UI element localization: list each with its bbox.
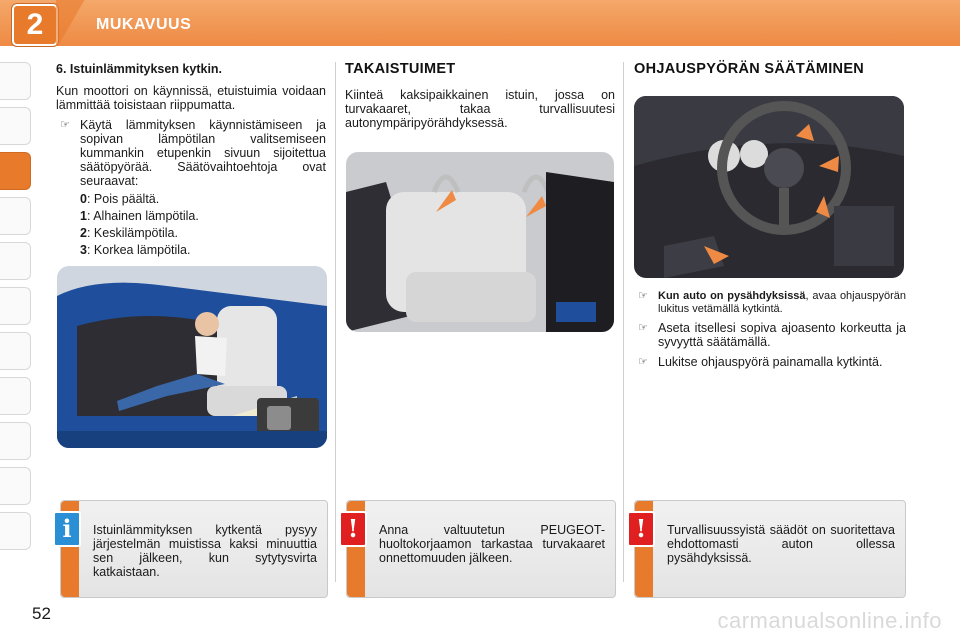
pointing-hand-icon: ☞ bbox=[60, 118, 70, 131]
side-tab[interactable] bbox=[0, 242, 31, 280]
instruction-bullet bbox=[634, 355, 906, 369]
side-tab[interactable] bbox=[0, 377, 31, 415]
seat-heating-illustration bbox=[57, 266, 327, 448]
heat-level-item: 2: Keskilämpötila. bbox=[80, 226, 178, 240]
heat-level-item: 3: Korkea lämpötila. bbox=[80, 243, 191, 257]
instruction-bullet bbox=[56, 118, 326, 188]
chapter-title: MUKAVUUS bbox=[96, 16, 192, 33]
heat-level-item: 0: Pois päältä. bbox=[80, 192, 160, 206]
section-heading: TAKAISTUIMET bbox=[345, 61, 456, 77]
intro-text: Kun moottori on käynnissä, etuistuimia voidaan lämmittää toisistaan riippumatta. bbox=[56, 84, 326, 112]
instruction-bullet bbox=[634, 290, 906, 315]
info-note bbox=[60, 500, 328, 598]
section-heading: 6. Istuinlämmityksen kytkin. bbox=[56, 62, 223, 76]
section-text: Kiinteä kaksipaikkainen istuin, jossa on turvakaaret, takaa turvallisuutesi autonympäripyörähdyksessä. bbox=[345, 88, 615, 130]
warning-note bbox=[634, 500, 906, 598]
page-number: 52 bbox=[32, 604, 51, 623]
bullet-emphasis: Kun auto on pysähdyksissä bbox=[658, 290, 806, 302]
left-column bbox=[56, 62, 326, 260]
side-tab[interactable] bbox=[0, 197, 31, 235]
bullet-text: Käytä lämmityksen käynnistämiseen ja sopivan lämpötilan valitsemiseen kummankin etupenkin sivuun sijoitettua säätöpyörää. Säätövaihtoehtoja ovat seuraavat: bbox=[80, 118, 326, 188]
column-divider bbox=[623, 62, 624, 582]
instruction-bullet bbox=[634, 321, 906, 349]
side-tab-active[interactable] bbox=[0, 152, 31, 190]
steering-instructions bbox=[634, 290, 906, 373]
pointing-hand-icon: ☞ bbox=[638, 355, 648, 368]
rear-seats-illustration bbox=[346, 152, 614, 332]
header-decoration bbox=[56, 0, 86, 46]
side-tab[interactable] bbox=[0, 107, 31, 145]
side-tab[interactable] bbox=[0, 287, 31, 325]
side-tab[interactable] bbox=[0, 422, 31, 460]
chapter-side-tabs bbox=[0, 62, 32, 557]
bullet-text: Lukitse ohjauspyörä painamalla kytkintä. bbox=[658, 355, 883, 369]
side-tab[interactable] bbox=[0, 467, 31, 505]
bullet-text: , avaa ohjauspyörän lukitus vetämällä kytkintä. bbox=[658, 290, 906, 315]
chapter-number-badge: 2 bbox=[12, 4, 58, 46]
info-icon: i bbox=[53, 511, 81, 547]
right-column bbox=[634, 62, 906, 76]
heat-level-list bbox=[56, 192, 326, 257]
side-tab[interactable] bbox=[0, 62, 31, 100]
watermark: carmanualsonline.info bbox=[717, 608, 942, 633]
heat-level-item: 1: Alhainen lämpötila. bbox=[80, 209, 199, 223]
warning-note-text: Turvallisuussyistä säädöt on suoritettava ehdottomasti auton ollessa pysähdyksissä. bbox=[667, 523, 895, 565]
pointing-hand-icon: ☞ bbox=[638, 321, 648, 334]
middle-column bbox=[345, 62, 615, 136]
chapter-header bbox=[0, 0, 960, 46]
warning-note bbox=[346, 500, 616, 598]
side-tab[interactable] bbox=[0, 332, 31, 370]
steering-wheel-illustration bbox=[634, 96, 904, 278]
pointing-hand-icon: ☞ bbox=[638, 289, 648, 302]
warning-icon: ! bbox=[627, 511, 655, 547]
info-note-text: Istuinlämmityksen kytkentä pysyy järjestelmän muistissa kaksi minuuttia sen jälkeen, kun sytytysvirta katkaistaan. bbox=[93, 523, 317, 579]
warning-note-text: Anna valtuutetun PEUGEOT-huoltokorjaamon tarkastaa turvakaaret onnettomuuden jälkeen. bbox=[379, 523, 605, 565]
side-tab[interactable] bbox=[0, 512, 31, 550]
bullet-text: Aseta itsellesi sopiva ajoasento korkeutta ja syvyyttä säätämällä. bbox=[658, 321, 906, 349]
section-heading: OHJAUSPYÖRÄN SÄÄTÄMINEN bbox=[634, 61, 865, 77]
column-divider bbox=[335, 62, 336, 582]
warning-icon: ! bbox=[339, 511, 367, 547]
